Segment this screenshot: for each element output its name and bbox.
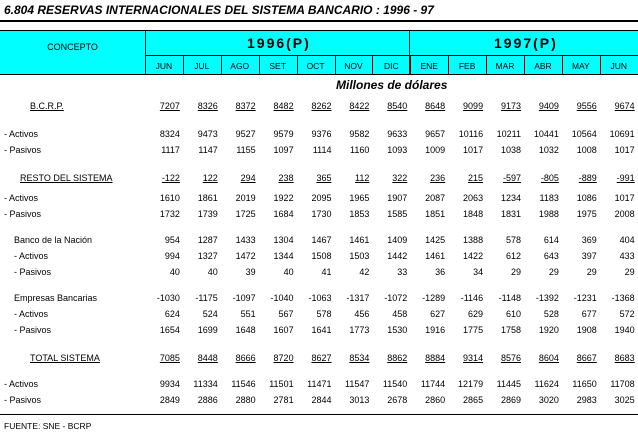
- table-cell: 1758: [500, 325, 521, 335]
- table-cell: 1032: [538, 145, 559, 155]
- table-cell: 994: [164, 251, 180, 261]
- table-cell: 365: [316, 173, 332, 183]
- row-label: - Pasivos: [4, 145, 42, 155]
- table-cell: 8326: [197, 101, 218, 111]
- table-cell: 1732: [159, 209, 180, 219]
- table-cell: 10691: [609, 129, 635, 139]
- table-cell: 1773: [349, 325, 370, 335]
- table-cell: 2860: [425, 395, 446, 405]
- table-cell: 1327: [197, 251, 218, 261]
- table-cell: -122: [161, 173, 180, 183]
- table-cell: 8862: [387, 353, 408, 363]
- table-cell: 8683: [614, 353, 635, 363]
- table-cell: 9579: [273, 129, 294, 139]
- table-cell: 1442: [387, 251, 408, 261]
- table-cell: 1008: [576, 145, 597, 155]
- table-cell: -1289: [422, 293, 446, 303]
- month-divider: [259, 55, 260, 74]
- table-cell: 42: [359, 267, 370, 277]
- table-cell: 627: [430, 309, 446, 319]
- table-cell: 1739: [197, 209, 218, 219]
- table-cell: 2019: [235, 193, 256, 203]
- table-cell: 1425: [425, 235, 446, 245]
- table-cell: 1908: [576, 325, 597, 335]
- table-cell: 8534: [349, 353, 370, 363]
- table-cell: 677: [581, 309, 597, 319]
- table-cell: 1641: [311, 325, 332, 335]
- table-cell: 122: [202, 173, 218, 183]
- table-cell: 1775: [463, 325, 484, 335]
- table-cell: 40: [169, 267, 180, 277]
- table-cell: 397: [581, 251, 597, 261]
- table-cell: 215: [468, 173, 484, 183]
- table-cell: 1508: [311, 251, 332, 261]
- table-cell: 8604: [538, 353, 559, 363]
- row-label: Empresas Bancarias: [14, 293, 98, 303]
- row-label: B.C.R.P.: [30, 101, 64, 111]
- table-cell: 9173: [500, 101, 521, 111]
- table-cell: 1017: [614, 193, 635, 203]
- table-cell: 2095: [311, 193, 332, 203]
- header-top-rule: [0, 30, 638, 31]
- table-cell: 1654: [159, 325, 180, 335]
- table-cell: 29: [624, 267, 635, 277]
- table-cell: 9556: [576, 101, 597, 111]
- table-cell: 8576: [500, 353, 521, 363]
- table-cell: 1467: [311, 235, 332, 245]
- units-label: Millones de dólares: [336, 78, 448, 92]
- table-cell: 2063: [463, 193, 484, 203]
- table-cell: 7085: [159, 353, 180, 363]
- table-cell: 578: [505, 235, 521, 245]
- month-divider: [297, 55, 298, 74]
- table-cell: 8720: [273, 353, 294, 363]
- table-cell: 8324: [159, 129, 180, 139]
- table-cell: 34: [473, 267, 484, 277]
- row-label: - Activos: [4, 129, 39, 139]
- table-cell: 9376: [311, 129, 332, 139]
- month-header: JUL: [194, 61, 210, 71]
- table-cell: -1231: [573, 293, 597, 303]
- table-cell: 1422: [463, 251, 484, 261]
- table-cell: 9473: [197, 129, 218, 139]
- header-year-rule: [145, 55, 638, 56]
- table-cell: 1585: [387, 209, 408, 219]
- month-divider: [335, 55, 336, 74]
- table-cell: 1920: [538, 325, 559, 335]
- table-cell: -1148: [498, 293, 521, 303]
- table-cell: 2008: [614, 209, 635, 219]
- table-cell: -597: [502, 173, 521, 183]
- month-header: DIC: [384, 61, 399, 71]
- table-cell: 8666: [235, 353, 256, 363]
- table-cell: 1160: [350, 145, 370, 155]
- footer-rule: [0, 414, 638, 415]
- table-cell: 1922: [273, 193, 294, 203]
- table-cell: 29: [586, 267, 597, 277]
- month-divider: [221, 55, 222, 74]
- month-header: JUN: [155, 61, 173, 71]
- month-header: OCT: [306, 61, 325, 71]
- table-cell: 404: [619, 235, 635, 245]
- table-cell: -889: [578, 173, 597, 183]
- table-cell: 8648: [425, 101, 446, 111]
- table-cell: -1097: [232, 293, 256, 303]
- table-cell: 572: [619, 309, 635, 319]
- table-cell: 9633: [387, 129, 408, 139]
- table-cell: 1017: [463, 145, 484, 155]
- table-cell: 456: [354, 309, 370, 319]
- table-cell: 2087: [425, 193, 446, 203]
- month-divider: [448, 55, 449, 74]
- year-1997-header: 1997(P): [494, 35, 558, 51]
- month-header: FEB: [458, 61, 476, 71]
- table-cell: 9582: [349, 129, 370, 139]
- table-cell: 41: [321, 267, 332, 277]
- row-label: - Activos: [14, 251, 49, 261]
- table-cell: 40: [207, 267, 218, 277]
- table-cell: 9409: [538, 101, 559, 111]
- table-cell: 11624: [534, 379, 559, 389]
- month-divider: [372, 55, 373, 74]
- table-cell: 8262: [311, 101, 332, 111]
- table-cell: 1472: [235, 251, 256, 261]
- table-cell: 1853: [349, 209, 370, 219]
- table-cell: 2844: [311, 395, 332, 405]
- table-cell: 10441: [533, 129, 559, 139]
- table-cell: 1017: [614, 145, 635, 155]
- table-cell: 236: [430, 173, 446, 183]
- table-cell: 11540: [382, 379, 408, 389]
- table-cell: 8540: [387, 101, 408, 111]
- table-title: 6.804 RESERVAS INTERNACIONALES DEL SISTEMA BANCARIO : 1996 - 97: [4, 3, 434, 17]
- table-cell: 11547: [345, 379, 370, 389]
- table-cell: -1392: [535, 293, 559, 303]
- month-divider: [562, 55, 563, 74]
- row-label: - Pasivos: [4, 395, 42, 405]
- table-cell: 33: [397, 267, 408, 277]
- table-cell: 8448: [197, 353, 218, 363]
- table-cell: 1607: [273, 325, 294, 335]
- table-cell: 9674: [614, 101, 635, 111]
- table-cell: -1063: [308, 293, 332, 303]
- row-label: - Activos: [4, 379, 39, 389]
- table-cell: 11744: [420, 379, 446, 389]
- month-divider: [410, 55, 411, 74]
- table-cell: 8372: [235, 101, 256, 111]
- table-cell: 10211: [496, 129, 521, 139]
- row-label: - Pasivos: [4, 209, 42, 219]
- table-cell: 40: [283, 267, 294, 277]
- table-cell: 1530: [387, 325, 408, 335]
- table-cell: 1848: [463, 209, 484, 219]
- table-cell: 1699: [197, 325, 218, 335]
- table-cell: 2880: [235, 395, 256, 405]
- table-cell: 1155: [236, 145, 256, 155]
- table-cell: 2886: [197, 395, 218, 405]
- table-cell: 2781: [273, 395, 294, 405]
- table-cell: 1344: [273, 251, 294, 261]
- table-cell: 1409: [387, 235, 408, 245]
- table-cell: -1040: [270, 293, 294, 303]
- table-cell: 3013: [349, 395, 370, 405]
- table-cell: 1234: [500, 193, 521, 203]
- table-cell: 10116: [458, 129, 484, 139]
- month-divider: [183, 55, 184, 74]
- table-cell: 39: [245, 267, 256, 277]
- table-cell: 36: [435, 267, 446, 277]
- table-cell: 3025: [614, 395, 635, 405]
- table-cell: 954: [164, 235, 180, 245]
- table-cell: 11501: [269, 379, 294, 389]
- table-cell: 643: [543, 251, 559, 261]
- table-cell: -1146: [460, 293, 484, 303]
- table-cell: -1368: [611, 293, 635, 303]
- table-cell: 612: [505, 251, 521, 261]
- month-header: ENE: [420, 61, 438, 71]
- table-cell: 1725: [235, 209, 256, 219]
- table-cell: 112: [355, 173, 370, 183]
- header-bottom-rule: [0, 74, 638, 75]
- table-cell: 1940: [614, 325, 635, 335]
- table-cell: 1648: [235, 325, 256, 335]
- table-cell: 1730: [311, 209, 332, 219]
- table-cell: -1030: [156, 293, 180, 303]
- row-label: - Activos: [14, 309, 49, 319]
- table-cell: 1907: [387, 193, 408, 203]
- table-cell: 8482: [273, 101, 294, 111]
- row-label: - Pasivos: [14, 325, 52, 335]
- table-cell: 1610: [159, 193, 180, 203]
- table-cell: 1684: [273, 209, 294, 219]
- table-cell: 458: [392, 309, 408, 319]
- table-cell: 8422: [349, 101, 370, 111]
- table-cell: 1988: [538, 209, 559, 219]
- source-note: FUENTE: SNE - BCRP: [4, 421, 92, 431]
- table-cell: 1009: [425, 145, 446, 155]
- table-cell: 1093: [387, 145, 408, 155]
- table-cell: 1038: [500, 145, 521, 155]
- month-header: ABR: [534, 61, 552, 71]
- table-cell: 29: [548, 267, 559, 277]
- table-cell: 2678: [387, 395, 408, 405]
- table-cell: -1317: [346, 293, 370, 303]
- table-cell: 1304: [273, 235, 294, 245]
- month-header: SET: [269, 61, 286, 71]
- table-cell: 11650: [572, 379, 597, 389]
- table-cell: 11334: [193, 379, 218, 389]
- month-divider: [600, 55, 601, 74]
- table-cell: 294: [240, 173, 256, 183]
- table-cell: 1503: [349, 251, 370, 261]
- table-cell: 2983: [576, 395, 597, 405]
- table-cell: 1461: [425, 251, 446, 261]
- row-label: Banco de la Nación: [14, 235, 93, 245]
- row-label: TOTAL SISTEMA: [30, 353, 100, 363]
- table-cell: 1147: [198, 145, 218, 155]
- table-cell: 1433: [235, 235, 256, 245]
- table-cell: 1114: [312, 145, 332, 155]
- table-cell: 7207: [159, 101, 180, 111]
- table-cell: -1175: [195, 293, 218, 303]
- table-cell: 567: [278, 309, 294, 319]
- table-cell: 524: [202, 309, 218, 319]
- table-cell: 9657: [425, 129, 446, 139]
- table-cell: 8627: [311, 353, 332, 363]
- table-cell: 8884: [425, 353, 446, 363]
- month-header: NOV: [344, 61, 363, 71]
- table-cell: 1975: [576, 209, 597, 219]
- table-cell: 11546: [231, 379, 256, 389]
- month-divider: [524, 55, 525, 74]
- table-cell: 2869: [500, 395, 521, 405]
- month-header: MAY: [571, 61, 590, 71]
- month-header: MAR: [495, 61, 515, 71]
- table-cell: 433: [619, 251, 635, 261]
- top-rule: [0, 20, 638, 22]
- table-cell: 238: [278, 173, 294, 183]
- row-label: - Pasivos: [14, 267, 52, 277]
- table-cell: 12179: [458, 379, 484, 389]
- table-cell: 1287: [197, 235, 218, 245]
- table-cell: 610: [505, 309, 521, 319]
- table-cell: -991: [616, 173, 635, 183]
- table-cell: 528: [543, 309, 559, 319]
- table-cell: 614: [543, 235, 559, 245]
- row-label: RESTO DEL SISTEMA: [20, 173, 113, 183]
- row-label: - Activos: [4, 193, 39, 203]
- table-cell: 3020: [538, 395, 559, 405]
- table-cell: 322: [392, 173, 408, 183]
- concepto-header: CONCEPTO: [47, 42, 98, 52]
- table-cell: 2849: [159, 395, 180, 405]
- table-cell: 1086: [576, 193, 597, 203]
- table-cell: 2865: [463, 395, 484, 405]
- table-cell: 9934: [159, 379, 180, 389]
- table-cell: 9099: [463, 101, 484, 111]
- table-cell: 11445: [496, 379, 521, 389]
- month-divider: [486, 55, 487, 74]
- table-cell: 1388: [463, 235, 484, 245]
- table-cell: 1831: [500, 209, 521, 219]
- year-1996-header: 1996(P): [247, 35, 311, 51]
- table-cell: 1965: [349, 193, 370, 203]
- table-cell: 551: [240, 309, 256, 319]
- table-cell: 578: [316, 309, 332, 319]
- table-cell: 29: [510, 267, 521, 277]
- table-cell: 10564: [571, 129, 597, 139]
- table-cell: -1072: [384, 293, 408, 303]
- table-cell: 1183: [539, 193, 559, 203]
- table-cell: 1861: [197, 193, 218, 203]
- table-cell: 1851: [425, 209, 446, 219]
- table-cell: 9527: [235, 129, 256, 139]
- table-cell: 11708: [610, 379, 635, 389]
- table-cell: 8667: [576, 353, 597, 363]
- table-cell: 1117: [161, 145, 180, 155]
- table-cell: 1461: [349, 235, 370, 245]
- table-cell: 11471: [307, 379, 332, 389]
- table-cell: 629: [468, 309, 484, 319]
- table-cell: 1097: [273, 145, 294, 155]
- month-header: AGO: [230, 61, 250, 71]
- table-cell: 369: [581, 235, 597, 245]
- table-cell: 624: [164, 309, 180, 319]
- month-header: JUN: [610, 61, 627, 71]
- table-cell: -805: [540, 173, 559, 183]
- table-cell: 9314: [463, 353, 484, 363]
- table-cell: 1916: [425, 325, 446, 335]
